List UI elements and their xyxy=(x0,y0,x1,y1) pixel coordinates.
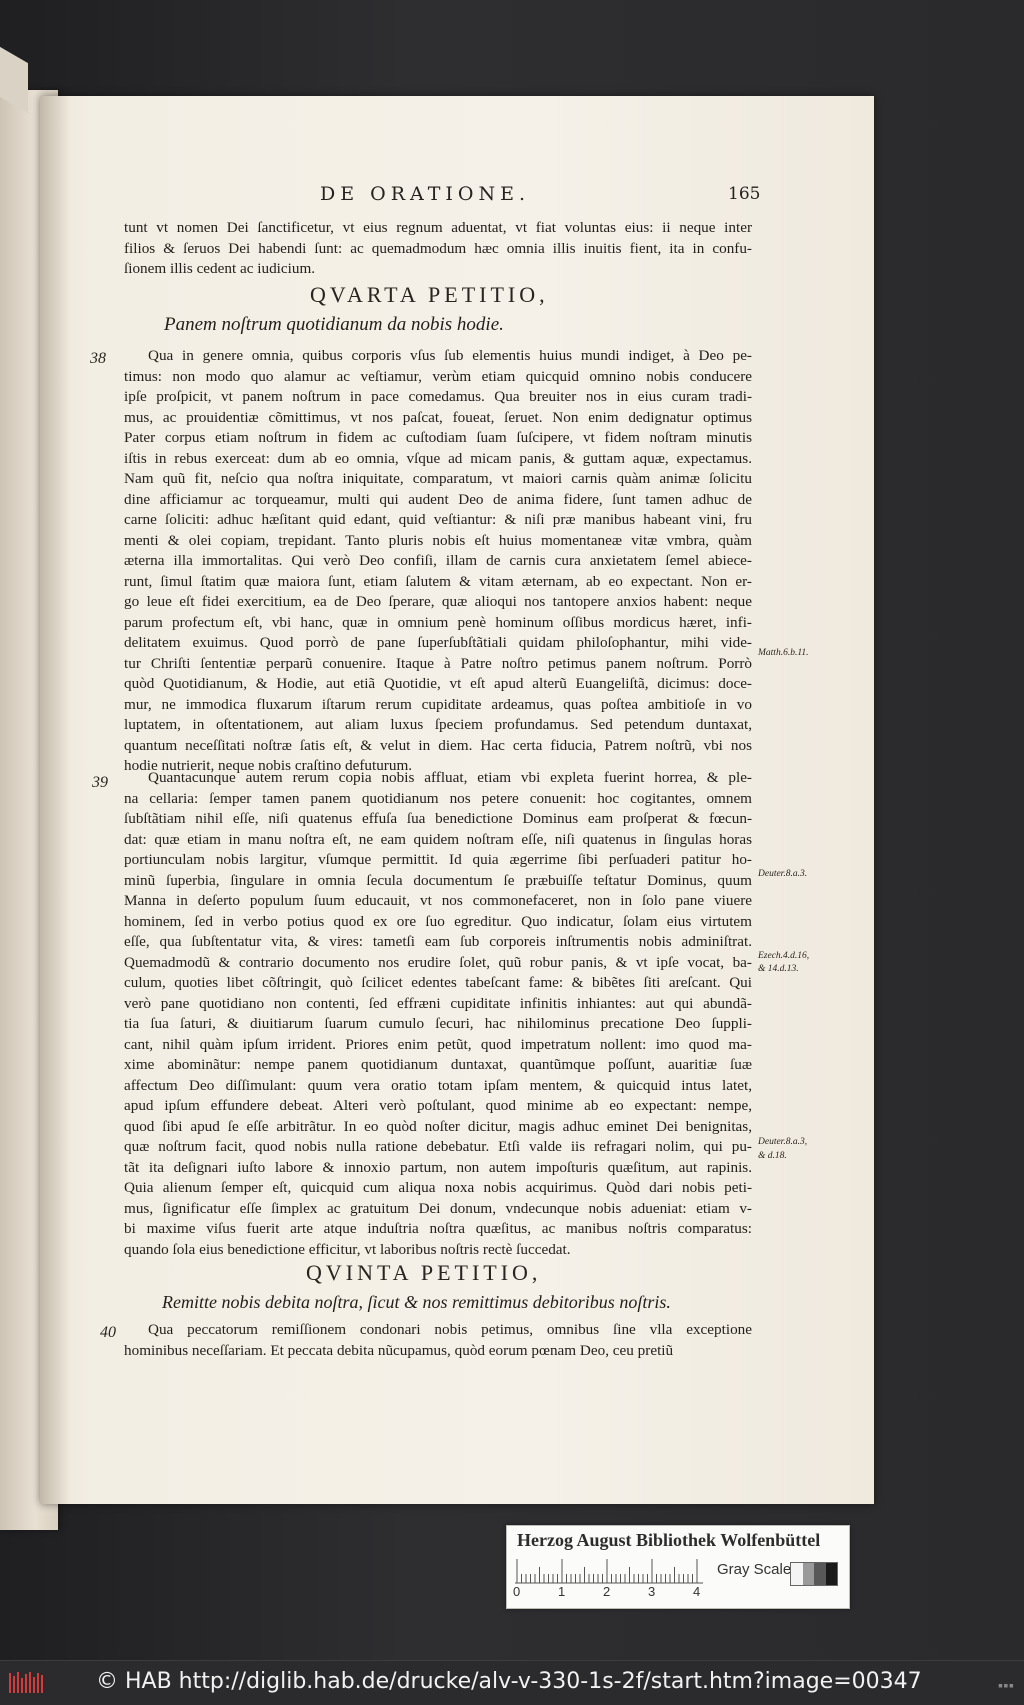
text-line: runt, ſimul ſtatim quæ maiora ſunt, etiam ſalutem & vitam æternam, ab eo expectant. Non er- xyxy=(124,572,752,590)
text-line: Qua peccatorum remiſſionem condonari nobis petimus, omnibus ſine vlla exceptione xyxy=(148,1321,752,1338)
gray-swatch xyxy=(803,1563,815,1585)
footer-indicator: ▪▪▪ xyxy=(997,1681,1014,1691)
text-line: tãt ita deſignari iuſto labore & innoxio partum, non autem impoſturis quæſitum, aut rapinis. xyxy=(124,1158,752,1176)
library-name: Herzog August Bibliothek Wolfenbüttel xyxy=(517,1530,821,1550)
text-line: Quantacunque autem rerum copia nobis affluat, etiam vbi expleta fuerint horrea, & ple- xyxy=(148,769,752,786)
text-line: parum profectum eſt, vbi hanc, quæ in omnium penè hominum oſſibus mordicus hæret, infi- xyxy=(124,613,752,631)
text-line: ſubſtãtiam nihil eſſe, niſi quatenus effuſa ſua benedictione Dominus eam proſperat & fœcun- xyxy=(124,810,752,827)
scale-tick-label: 0 xyxy=(513,1584,521,1599)
text-line: tia ſua ſaturi, & diuitiarum ſuarum cumulo ſecuri, hac nihilominus precatione Deo ſuppli- xyxy=(124,1015,752,1032)
page-number: 165 xyxy=(728,184,761,204)
text-line: Pater corpus etiam noſtrum in fidem ac cuſtodiam ſuam ſuſcipere, vt fidem noſtram minutis xyxy=(124,429,752,446)
text-line: delitatem exuimus. Quod porrò de pane ſuperſubſtãtiali quidam philoſophantur, mihi vide- xyxy=(124,634,752,651)
text-line: menti & olei copiam, trepidant. Tanto pluris nobis eſt huius momentaneæ vitæ vmbra, quàm xyxy=(124,531,752,549)
margin-note-ezech-2: & 14.d.13. xyxy=(758,964,799,974)
quinta-petition-text: Remitte nobis debita noſtra, ſicut & nos remittimus debitoribus noſtris. xyxy=(162,1292,671,1312)
text-line: dine afficiamur ac torqueamur, multi qui audent Deo de anima fidere, ſunt tamen adhuc de xyxy=(124,490,752,508)
paragraph-number-40: 40 xyxy=(100,1324,116,1341)
text-line: dat: quæ etiam in manu noſtra eſt, ne eam quidem noſtram eſſe, niſi quatenus in ſingulas horas xyxy=(124,830,752,848)
hab-logo-icon xyxy=(8,1670,46,1696)
text-line: ſionem illis cedent ac iudicium. xyxy=(124,260,316,277)
gray-swatch xyxy=(791,1563,803,1585)
intro-paragraph xyxy=(124,218,752,280)
text-line: bi maxime viſus fuerit arte atque induſtria noſtra quæſitus, ac manibus noſtris comparatus: xyxy=(124,1220,752,1237)
text-line: mus, ſignificatur eſſe ſimplex ac gratuitum Dei donum, vndecunque nobis aduenіat: etiam v- xyxy=(124,1199,752,1217)
text-line: mus, ac prouidentiæ cõmittimus, vt nos paſcat, foueat, ſeruet. Non enim dedignatur optimus xyxy=(124,408,752,426)
scale-tick-label: 3 xyxy=(648,1584,656,1599)
text-line: eſſe, qua ſubſtentatur vita, & vires: tametſi eam ſub corporeis inſtrumentis nobis adminiſtrat. xyxy=(124,933,752,950)
quinta-petitio-heading: QVINTA PETITIO, xyxy=(306,1260,542,1285)
text-line: cant, nihil quàm ipſum irrident. Priores enim petũt, quod impetratum nollent: imo quod ma- xyxy=(124,1035,752,1053)
margin-note-deuter-2b: & d.18. xyxy=(758,1151,787,1161)
text-line: quòd Quotidianum, & Hodie, aut etiã Quotidie, vt eſt apud alterũ Euangeliſtã, dicimus: doce- xyxy=(124,675,752,692)
text-line: apud ipſum effundere debeat. Alteri verò poſtulant, quod minime ab eo expectant: nempe, xyxy=(124,1097,752,1114)
text-line: filios & ſeruos Dei habendi ſunt: ac quemadmodum hæc omnia illis inuitis fient, ita in confu- xyxy=(124,239,752,257)
page-gutter-shadow xyxy=(40,96,70,1504)
text-line: na cellaria: ſemper tamen panem quotidianum nos petere conuenit: hoc cogitantes, omnem xyxy=(124,789,752,807)
text-line: ipſe proſpicit, vt panem noſtrum in pace comedamus. Qua breuiter nos in eius curam tradi- xyxy=(124,388,752,405)
viewer-footer xyxy=(0,1660,1024,1705)
paragraph-number-39: 39 xyxy=(92,774,108,791)
quarta-petitio-heading: QVARTA PETITIO, xyxy=(310,282,549,307)
margin-note-deuter: Deuter.8.a.3. xyxy=(758,869,808,879)
text-line: minũ ſuperbia, ſingulare in omnia ſecula documentum ſe præbuiſſe teſtatur Dominus, quum xyxy=(124,871,752,889)
text-line: verò pane quotidiano non contenti, ſed effræni cupiditate infinitis inhiantes: aut qui abundã- xyxy=(124,994,752,1012)
text-line: carne ſoliciti: adhuc hæſitant quid edant, quid veſtiantur: & niſi præ manibus habeant vini, fru xyxy=(124,511,752,528)
margin-note-matth: Matth.6.b.11. xyxy=(758,648,809,658)
text-line: tur Chriſti ſententiæ perparũ conuenire. Itaque à Patre noſtro petimus panem noſtrum. Porrò xyxy=(124,654,752,672)
gray-scale-swatches xyxy=(790,1562,838,1586)
paragraph-number-38: 38 xyxy=(90,350,106,367)
color-scale-card xyxy=(506,1525,850,1609)
text-line: affectum Deo diſſimulant: quum vera oratio totam ipſam mentem, & quicquid intus latet, xyxy=(124,1076,752,1094)
text-line: portiunculam nobis largitur, vſumque permittit. Id quia ægerrime ſibi perſuaderi patitur ho- xyxy=(124,851,752,868)
gray-scale-label: Gray Scale xyxy=(717,1561,792,1578)
text-line: hodie nutrierit, neque nobis craſtino defuturum. xyxy=(124,757,413,774)
text-line: Quia alienum ſemper eſt, quicquid cum aliqua noxa nobis acquirimus. Quòd dari nobis peti- xyxy=(124,1179,752,1196)
paragraph-39 xyxy=(124,768,752,1260)
footer-copyright-url: © HAB http://diglib.hab.de/drucke/alv-v-330-1s-2f/start.htm?image=00347 xyxy=(96,1669,922,1694)
scale-ruler xyxy=(515,1558,703,1584)
text-line: quæ noſtrum facit, quod nobis nulla ratione debebatur. Etſi valde iis refragari nolim, qui pu- xyxy=(124,1138,752,1155)
margin-note-ezech: Ezech.4.d.16, xyxy=(758,951,810,961)
margin-note-deuter-2: Deuter.8.a.3, xyxy=(758,1137,808,1147)
text-line: Manna in deſerto populum ſuum educauit, vt nos commonefaceret, non in ſolo pane viuere xyxy=(124,892,752,909)
paragraph-38 xyxy=(124,346,752,777)
text-line: Quemadmodũ & contrario documento nos erudire ſolet, quũ robur panis, & vt ipſe vocat, ba- xyxy=(124,953,752,971)
text-line: quod ſibi apud ſe eſſe arbitrãtur. In eo quòd noſter dicitur, magis adhuc eminet Dei benignitas, xyxy=(124,1117,752,1135)
text-line: æterna illa immortalitas. Qui verò Deo confiſi, illam de carnis cura anxietatem ſemel abiece- xyxy=(124,552,752,569)
gray-swatch xyxy=(814,1563,826,1585)
paragraph-40 xyxy=(124,1320,752,1361)
text-line: iſtis in rebus exerceat: dum ab eo omnia, vſque ad micam panis, & guttam aquæ, expectamus. xyxy=(124,449,752,467)
text-line: xime abominãtur: nempe panem quotidianum duntaxat, quantũmque poſſunt, auaritiæ ſuæ xyxy=(124,1056,752,1073)
text-line: go leue eſt fidei exercitium, ea de Deo ſperare, quæ alioqui nos tantopere anxios habent: neque xyxy=(124,593,752,610)
running-title: DE ORATIONE. xyxy=(320,183,530,205)
text-line: quando ſola eius benedictione efficitur, vt laboribus noſtris rectè ſuccedat. xyxy=(124,1240,571,1258)
text-line: mur, ne immodica fluxarum iſtarum rerum cupiditate ardeamus, quas poſtea ambitioſe in vo xyxy=(124,695,752,713)
gray-swatch xyxy=(826,1563,838,1585)
text-line: timus: non modo quo alamur ac veſtiamur, verùm etiam quicquid omnino nobis conducere xyxy=(124,367,752,385)
text-line: culum, quoties libet cõſtringit, quò ſcilicet edentes tabeſcant fame: & bibẽtes ſiti areſcant. Qui xyxy=(124,974,752,991)
scale-tick-label: 4 xyxy=(693,1584,701,1599)
scale-tick-label: 1 xyxy=(558,1584,566,1599)
text-line: luptatem, in oſtentationem, aut aliam luxus ſpeciem profundamus. Sed petendum duntaxat, xyxy=(124,716,752,733)
text-line: hominem, ſed in verbo potius quod ex ore ſuo egreditur. Quo indicatur, ſolam eius virtutem xyxy=(124,912,752,930)
text-line: tunt vt nomen Dei ſanctificetur, vt eius regnum aduentat, vt fiat voluntas eius: ii neque inter xyxy=(124,219,752,236)
text-line: quantum neceſſitati noſtræ ſatis eſt, & velut in diem. Hac certa fiducia, Patrem noſtrũ, vbi nos xyxy=(124,736,752,754)
scale-tick-label: 2 xyxy=(603,1584,611,1599)
text-line: Nam quũ fit, neſcio qua noſtra iniquitate, comparatum, vt maiori carnis quàm animæ ſolicitu xyxy=(124,470,752,487)
quarta-petition-text: Panem noſtrum quotidianum da nobis hodie. xyxy=(164,314,504,335)
text-line: hominibus neceſſariam. Et peccata debita nũcupamus, quòd eorum pœnam Deo, ceu pretiũ xyxy=(124,1341,674,1359)
text-line: Qua in genere omnia, quibus corporis vſus ſub elementis huius mundi indiget, à Deo pe- xyxy=(148,347,752,364)
